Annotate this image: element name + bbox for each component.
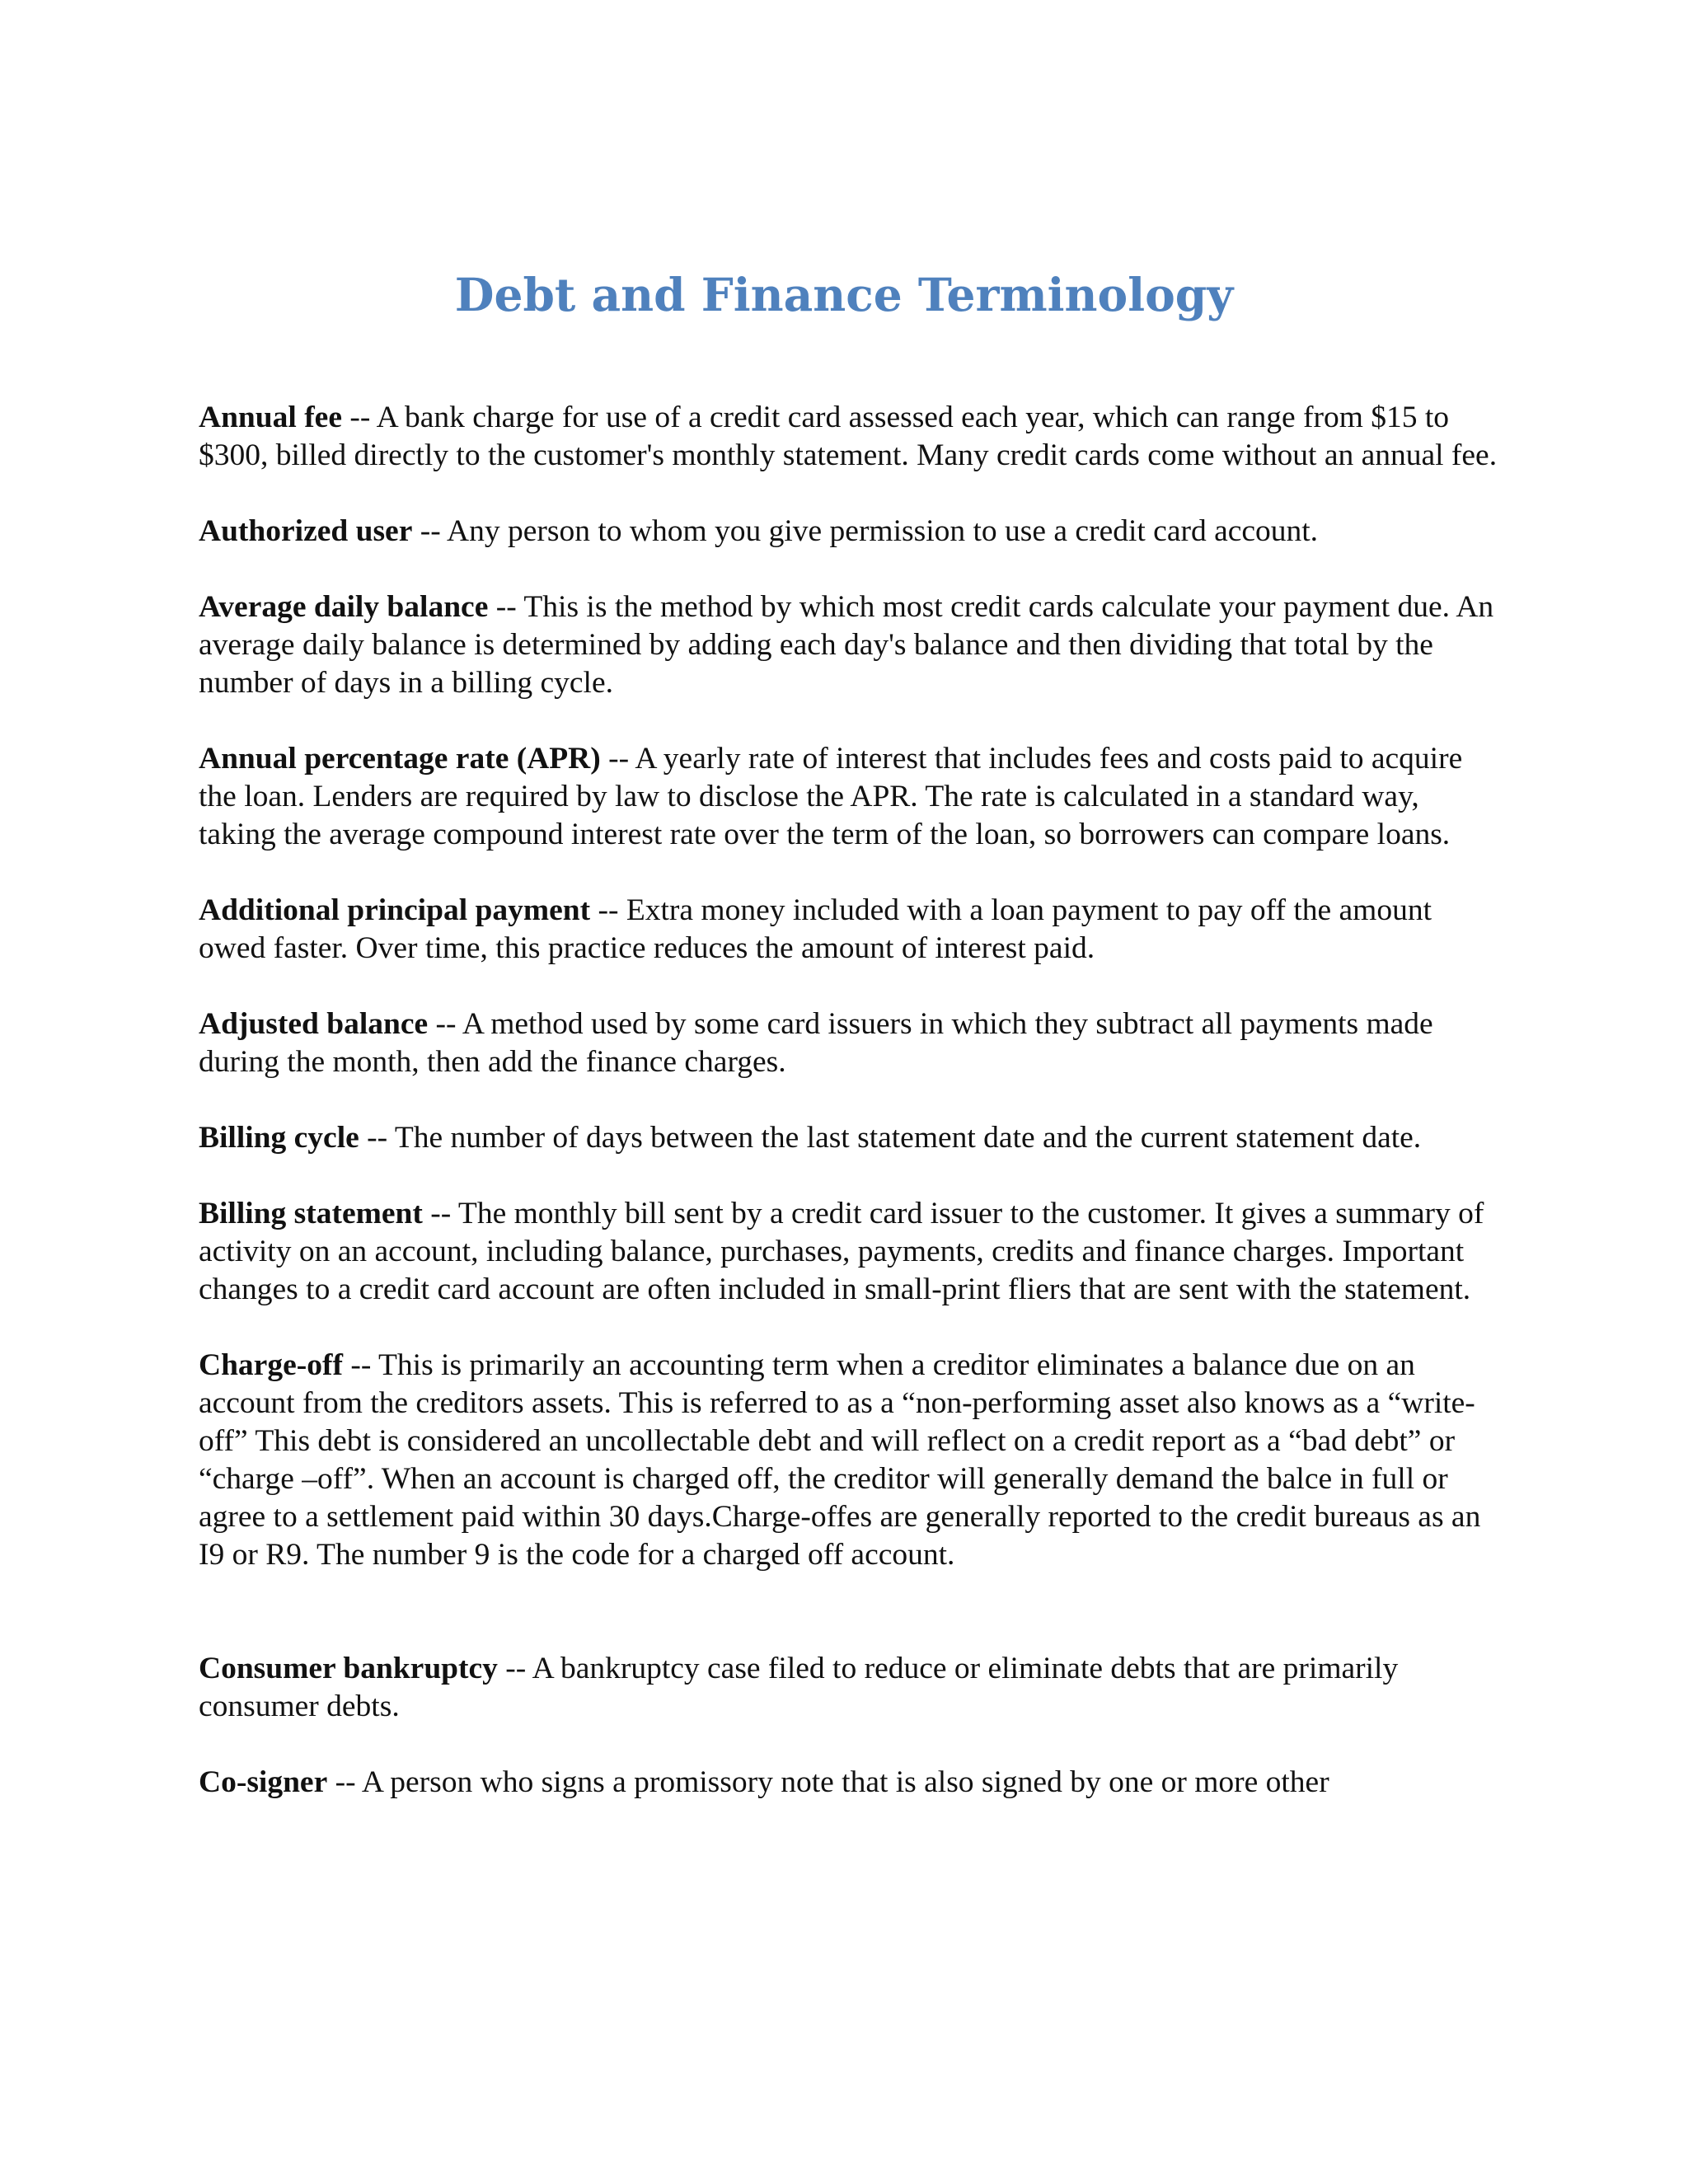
entry-term: Charge-off xyxy=(199,1348,343,1382)
entry-definition: -- A method used by some card issuers in which they subtract all payments made during the month, then add the finance charges. xyxy=(199,1007,1433,1079)
entry-term: Average daily balance xyxy=(199,590,489,624)
entry-term: Adjusted balance xyxy=(199,1007,429,1041)
entry-term: Authorized user xyxy=(199,514,413,548)
entry-term: Consumer bankruptcy xyxy=(199,1652,498,1685)
entry-definition: -- The number of days between the last statement date and the current statement date. xyxy=(359,1121,1422,1155)
glossary-entry xyxy=(199,588,1501,702)
entry-definition: -- A bankruptcy case filed to reduce or eliminate debts that are primarily consumer debts. xyxy=(199,1652,1399,1723)
page-title: Debt and Finance Terminology xyxy=(454,268,1234,321)
entry-term: Co-signer xyxy=(199,1765,328,1799)
glossary-entry xyxy=(199,1119,1501,1157)
entry-term: Billing statement xyxy=(199,1197,423,1230)
glossary-entry xyxy=(199,513,1501,551)
entry-term: Billing cycle xyxy=(199,1121,359,1155)
entry-definition: -- Extra money included with a loan payment to pay off the amount owed faster. Over time, this practice reduces the amount of interest paid. xyxy=(199,893,1432,965)
entry-definition: -- This is the method by which most credit cards calculate your payment due. An average daily balance is determined by adding each day's balance and then dividing that total by the number of days in a billing cycle. xyxy=(199,590,1494,700)
glossary-entry xyxy=(199,1764,1501,1802)
glossary-entry xyxy=(199,1347,1501,1574)
glossary-entry xyxy=(199,1195,1501,1309)
glossary-entry xyxy=(199,1005,1501,1081)
glossary-entry xyxy=(199,892,1501,968)
glossary-entry xyxy=(199,1650,1501,1726)
entry-definition: -- The monthly bill sent by a credit card issuer to the customer. It gives a summary of activity on an account, including balance, purchases, payments, credits and finance charges. Important changes to a credit card account are often included in small-print fliers that are sent with the statement. xyxy=(199,1197,1484,1306)
glossary-entry xyxy=(199,399,1501,475)
entry-term: Additional principal payment xyxy=(199,893,591,927)
entry-definition: -- A yearly rate of interest that includes fees and costs paid to acquire the loan. Lenders are required by law to disclose the APR. The rate is calculated in a standard way, taking the average compound interest rate over the term of the loan, so borrowers can compare loans. xyxy=(199,742,1463,851)
entry-definition: -- A bank charge for use of a credit card assessed each year, which can range from $15 to $300, billed directly to the customer's monthly statement. Many credit cards come without an annual fee. xyxy=(199,401,1498,472)
glossary xyxy=(199,399,1501,1840)
entry-term: Annual percentage rate (APR) xyxy=(199,742,601,776)
glossary-entry xyxy=(199,740,1501,854)
entry-definition: -- Any person to whom you give permission to use a credit card account. xyxy=(412,514,1319,548)
entry-term: Annual fee xyxy=(199,401,342,434)
entry-definition: -- This is primarily an accounting term when a creditor eliminates a balance due on an account from the creditors assets. This is referred to as a “non-performing asset also knows as a “write-off” This debt is considered an uncollectable debt and will reflect on a credit report as a “bad debt” or “charge –off”. When an account is charged off, the creditor will generally demand the balce in full or agree to a settlement paid within 30 days.Charge-offes are generally reported to the credit bureaus as an I9 or R9. The number 9 is the code for a charged off account. xyxy=(199,1348,1481,1572)
entry-definition: -- A person who signs a promissory note that is also signed by one or more other xyxy=(327,1765,1329,1799)
